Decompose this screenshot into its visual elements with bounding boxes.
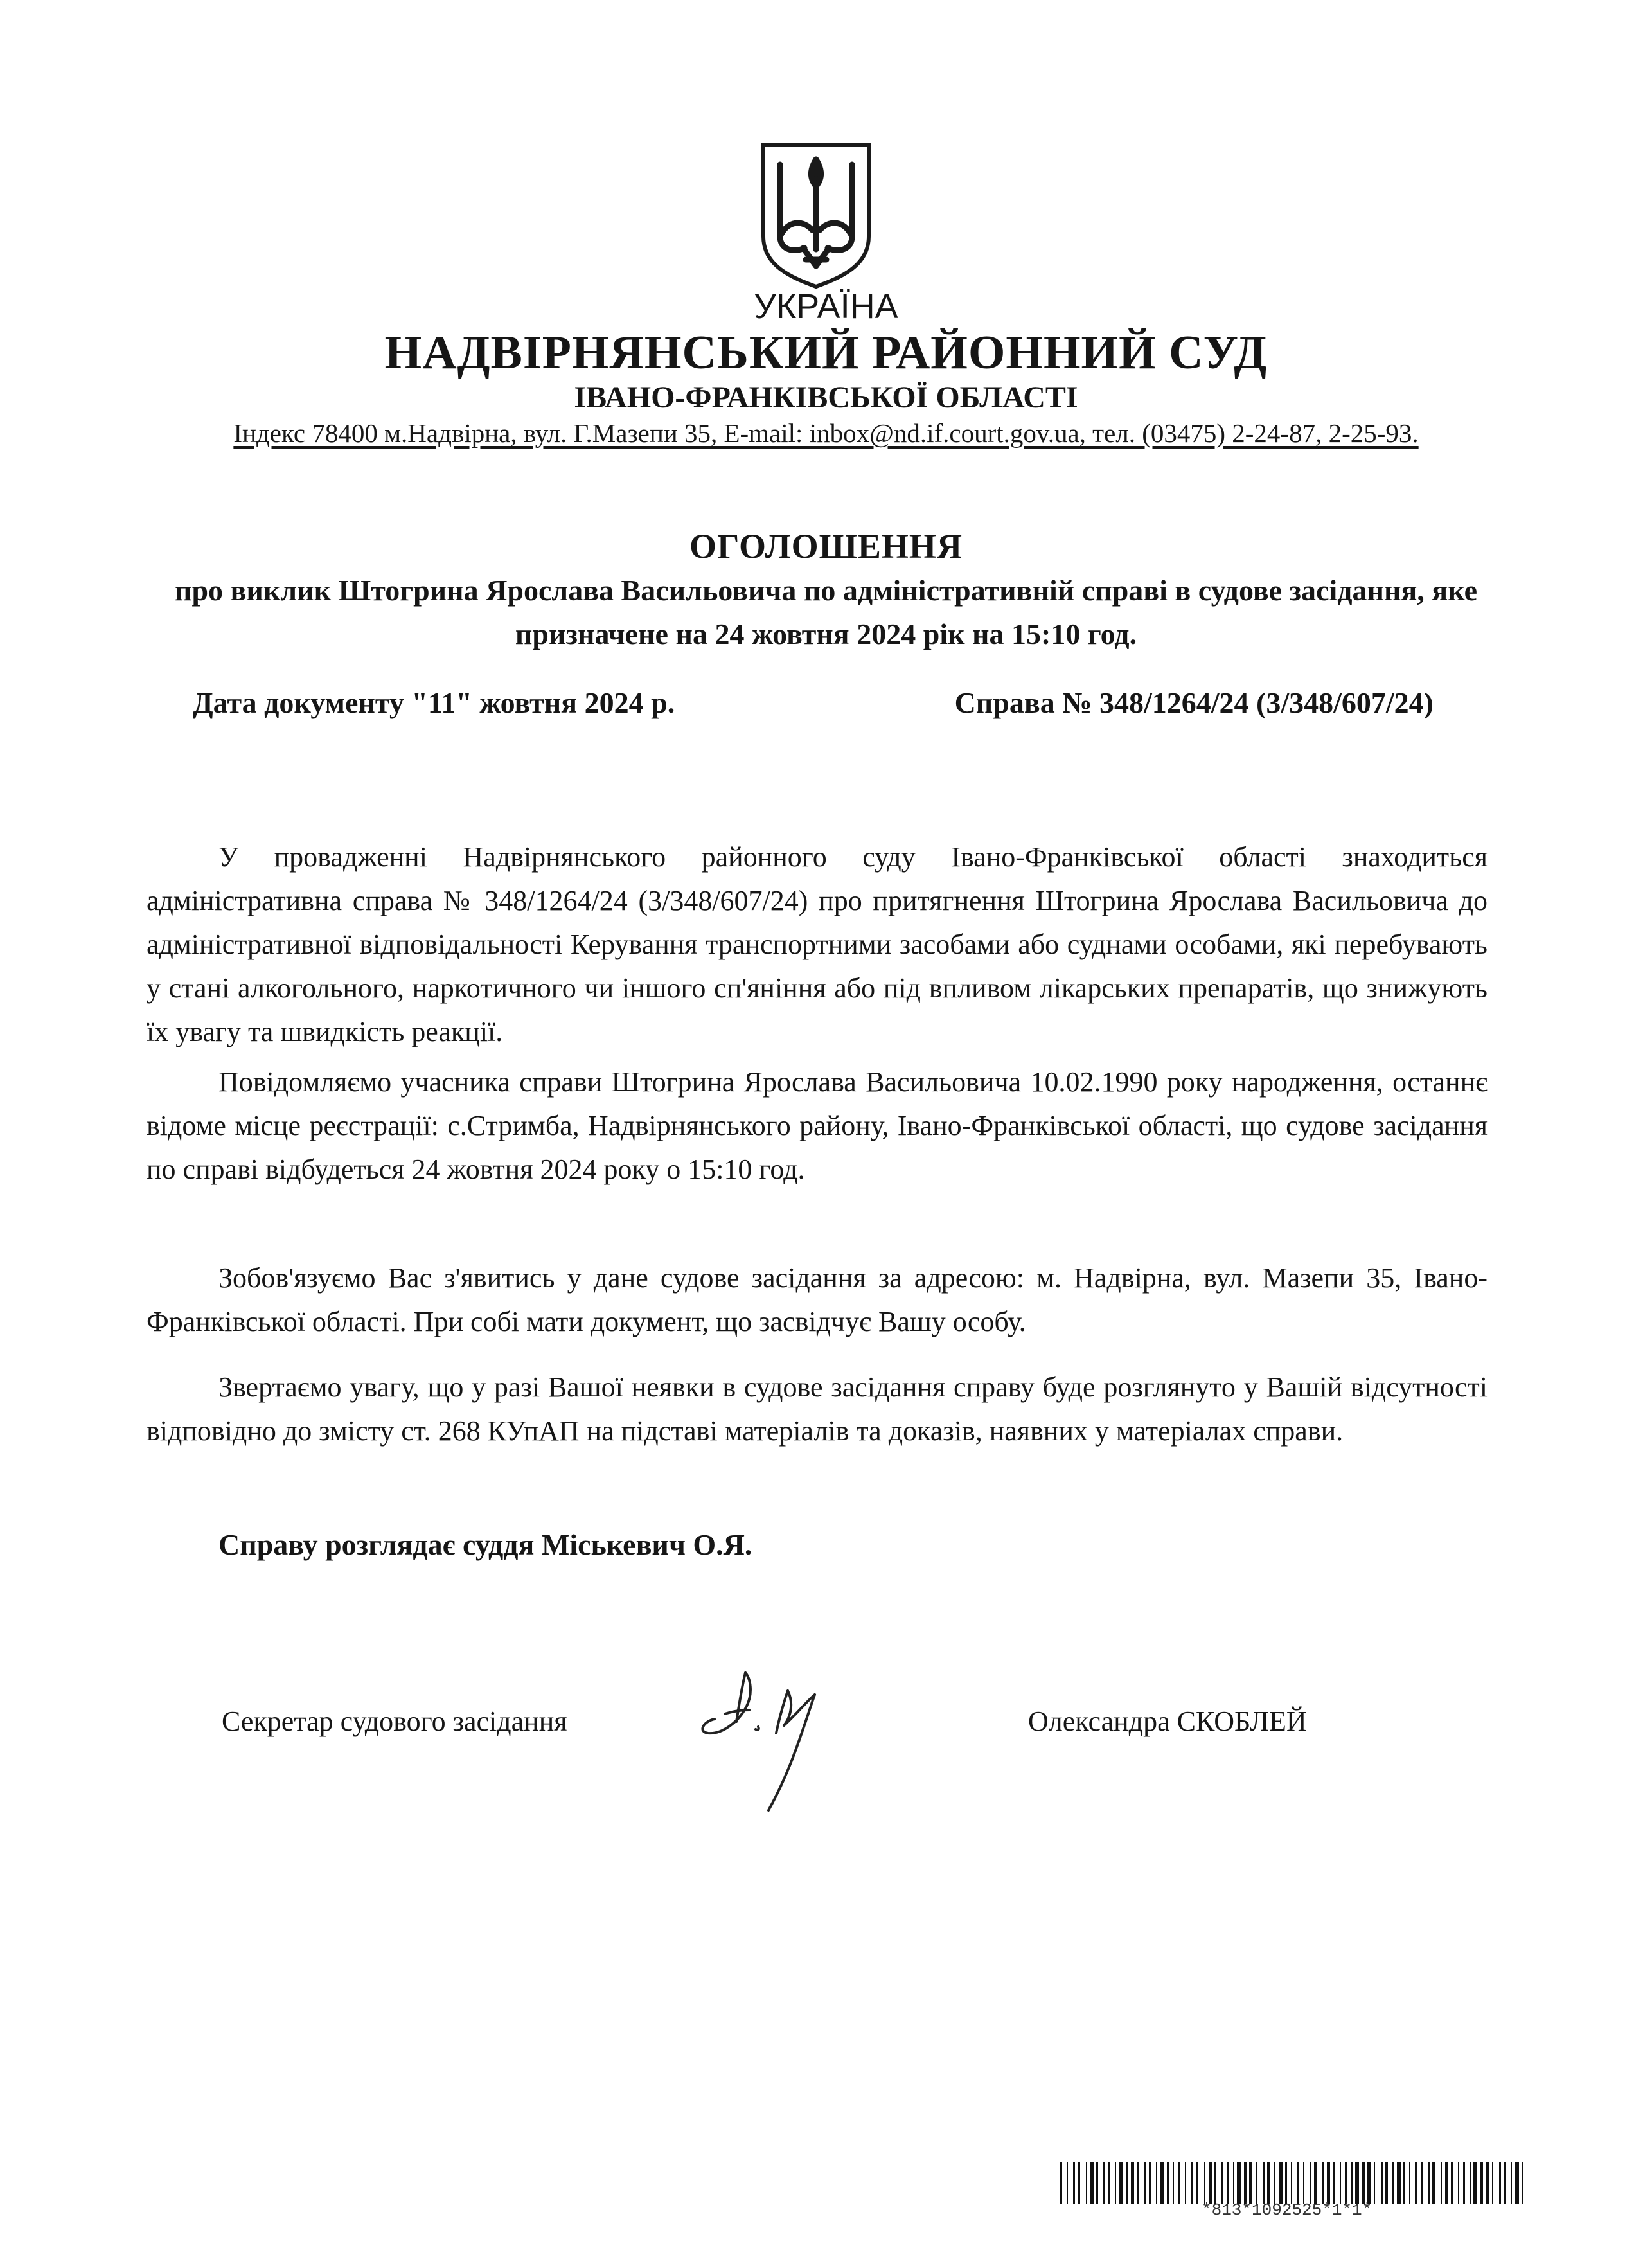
barcode-bar [1291,2162,1292,2204]
barcode-bar [1221,2162,1223,2204]
barcode-bar [1249,2162,1252,2204]
body-paragraph: У провадженні Надвірнянського районного суду Івано-Франківської області знаходиться адміністративна справа № 348/1264/24 (3/348/607/24) про притягнення Штогрина Ярослава Васильовича до адміністративної відповідальності Керування транспортними засобами або суднами особами, які перебувають у стані алкогольного, наркотичного чи іншого сп'яніння або під впливом лікарських препаратів, що знижують їх увагу та швидкість реакції. [147,841,1488,1047]
secretary-name: Олександра СКОБЛЕЙ [1028,1706,1307,1737]
barcode-bar [1078,2162,1080,2204]
notice-subject: про виклик Штогрина Ярослава Васильовича по адміністративній справі в судове засідання, яке призначене на 24 жовтня 2024 рік на 15:10 год. [174,574,1478,650]
barcode-bar [1327,2162,1330,2204]
barcode-bar [1522,2162,1523,2204]
barcode-bar [1515,2162,1519,2204]
barcode-bar [1126,2162,1128,2204]
barcode-bar [1385,2162,1388,2204]
barcode-bar [1160,2162,1164,2204]
barcode-bar [1144,2162,1146,2204]
barcode-bar [1086,2162,1087,2204]
barcode-bar [1173,2162,1174,2204]
barcode-bar [1345,2162,1347,2204]
case-number: Справа № 348/1264/24 (3/348/607/24) [954,686,1434,719]
barcode-bar [1415,2162,1417,2204]
barcode-bar [1310,2162,1311,2204]
barcode-bar [1392,2162,1394,2204]
barcode-bar [1340,2162,1341,2204]
barcode-bar [1119,2162,1123,2204]
barcode-bar [1244,2162,1247,2204]
barcode-bar [1227,2162,1229,2204]
barcode-bar [1073,2162,1075,2204]
barcode-bar [1256,2162,1257,2204]
document-date: Дата документу "11" жовтня 2024 р. [193,686,675,719]
barcode-bar [1137,2162,1139,2204]
barcode-bar [1204,2162,1205,2204]
barcode-bar [1492,2162,1493,2204]
barcode-bar [1367,2162,1371,2204]
barcode-text: *813*1092525*1*1* [1202,2200,1372,2220]
barcode-bar [1149,2162,1151,2204]
secretary-position: Секретар судового засідання [222,1706,567,1737]
barcode-bar [1480,2162,1483,2204]
barcode-bar [1214,2162,1216,2204]
barcode-bar [1267,2162,1270,2204]
barcode-bar [1103,2162,1105,2204]
barcode-bar [1185,2162,1186,2204]
barcode-bar [1263,2162,1265,2204]
barcode-bar [1458,2162,1459,2204]
barcode-bar [1499,2162,1501,2204]
barcode-bar [1237,2162,1241,2204]
barcode-bar [1067,2162,1068,2204]
barcode-bar [1445,2162,1448,2204]
signature-icon [694,1642,861,1815]
barcode-bar [1470,2162,1471,2204]
barcode-bar [1178,2162,1180,2204]
barcode-bar [1486,2162,1489,2204]
barcode-bar [1196,2162,1198,2204]
barcode-bar [1351,2162,1353,2204]
barcode-bar [1156,2162,1157,2204]
document-title: ОГОЛОШЕННЯ [689,527,963,566]
barcode-bar [1421,2162,1423,2204]
barcode-bar [1333,2162,1335,2204]
barcode-bar [1473,2162,1477,2204]
body-paragraph: Звертаємо увагу, що у разі Вашої неявки в судове засідання справу буде розглянуто у Вашій відсутності відповідно до змісту ст. 268 КУпАП на підставі матеріалів та доказів, наявних у матеріалах справи. [147,1371,1488,1447]
court-region: ІВАНО-ФРАНКІВСЬКОЇ ОБЛАСТІ [574,380,1078,414]
body-paragraph: Зобов'язуємо Вас з'явитись у дане судове засідання за адресою: м. Надвірна, вул. Мазепи 35, Івано-Франківської області. При собі мати документ, що засвідчує Вашу особу. [147,1262,1488,1337]
barcode-bar [1060,2162,1062,2204]
barcode-bar [1096,2162,1098,2204]
barcode-bar [1381,2162,1383,2204]
barcode-bar [1322,2162,1324,2204]
barcode-bar [1279,2162,1283,2204]
barcode-bar [1191,2162,1193,2204]
coat-of-arms-icon [758,140,874,289]
barcode-bar [1463,2162,1465,2204]
barcode-bar [1441,2162,1442,2204]
barcode-icon [1060,2162,1526,2204]
barcode-bar [1233,2162,1234,2204]
judge-note: Справу розглядає суддя Міськевич О.Я. [218,1528,752,1561]
body-paragraph: Повідомляємо учасника справи Штогрина Ярослава Васильовича 10.02.1990 року народження, останнє відоме місце реєстрації: с.Стримба, Надвірнянського району, Івано-Франківської області, що судове засідання по справі відбудеться 24 жовтня 2024 року о 15:10 год. [147,1066,1488,1185]
barcode-bar [1504,2162,1506,2204]
barcode-bar [1108,2162,1110,2204]
barcode-bar [1115,2162,1116,2204]
barcode-bar [1355,2162,1359,2204]
barcode-bar [1362,2162,1365,2204]
barcode-bar [1314,2162,1317,2204]
barcode-bar [1409,2162,1410,2204]
court-address: Індекс 78400 м.Надвірна, вул. Г.Мазепи 35, E-mail: inbox@nd.if.court.gov.ua, тел. (03475) 2-24-87, 2-25-93. [233,418,1419,448]
barcode-bar [1403,2162,1405,2204]
barcode-bar [1285,2162,1287,2204]
barcode-bar [1432,2162,1435,2204]
barcode-bar [1374,2162,1375,2204]
barcode-bar [1303,2162,1304,2204]
court-name: НАДВІРНЯНСЬКИЙ РАЙОННИЙ СУД [384,326,1268,379]
barcode-bar [1428,2162,1430,2204]
barcode-bar [1131,2162,1134,2204]
barcode-bar [1090,2162,1094,2204]
barcode-bar [1167,2162,1169,2204]
barcode-bar [1451,2162,1453,2204]
country-name: УКРАЇНА [754,287,898,326]
barcode-bar [1397,2162,1401,2204]
barcode-bar [1297,2162,1299,2204]
barcode-bar [1274,2162,1275,2204]
barcode-bar [1511,2162,1512,2204]
barcode-bar [1209,2162,1212,2204]
